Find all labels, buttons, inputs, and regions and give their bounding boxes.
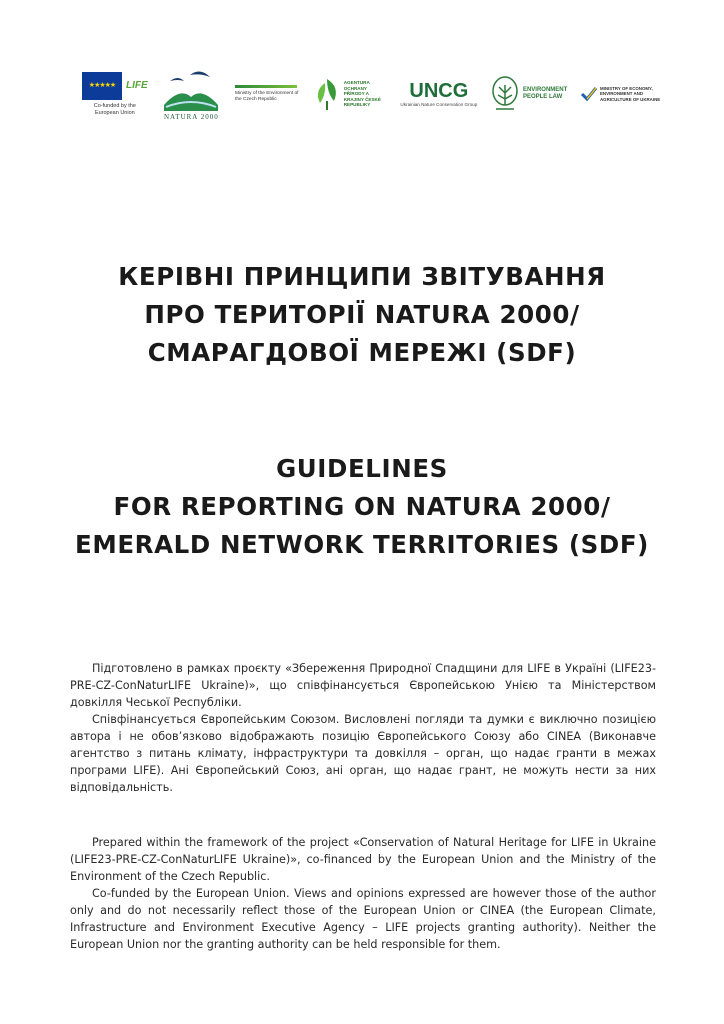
natura-logo-caption: NATURA 2000 <box>163 113 219 121</box>
uncg-wordmark: UNCG <box>409 79 469 102</box>
title-uk-line-2: ПРО ТЕРИТОРІЇ NATURA 2000/ <box>144 300 580 329</box>
aop-leaf-icon <box>312 77 342 111</box>
epl-caption <box>523 87 567 101</box>
epl-caption-line-1: ENVIRONMENT <box>522 87 568 93</box>
disclaimer-uk-paragraph-1: Підготовлено в рамках проєкту «Збереження Природної Спадщини для LIFE в Україні (LIFE23-PRE-CZ-ConNaturLIFE Ukraine)», що співфінансується Європейською Унією та Міністерством довкілля Чеської Республіки. <box>70 662 656 709</box>
title-uk-line-3: СМАРАГДОВОЇ МЕРЕЖІ (SDF) <box>147 338 577 367</box>
aop-caption: AGENTURA OCHRANY PŘÍRODY A KRAJINY ČESKÉ REPUBLIKY <box>343 80 381 108</box>
disclaimer-uk-paragraph-2: Співфінансується Європейським Союзом. Висловлені погляди та думки є виключно позицією автора і не обов’язково відображають позицію Європейського Союзу або CINEA (Виконавче агентство з питань клімату, інфраструктури та довкілля – орган, що надає гранти в межах програми LIFE). Ані Європейський Союз, ані орган, що надає грант, не можуть нести за них відповідальність. <box>70 713 656 794</box>
ministry-cz-logo <box>235 85 299 103</box>
uncg-caption: Ukrainian Nature Conservation Group <box>400 101 478 107</box>
title-en-line-1: GUIDELINES <box>276 454 448 483</box>
uncg-logo <box>400 81 477 108</box>
life-logo-text: LIFE <box>126 80 148 91</box>
title-en-line-2: FOR REPORTING ON NATURA 2000/ <box>113 492 611 521</box>
title-english <box>0 450 724 564</box>
disclaimer-english <box>70 834 656 953</box>
aop-logo <box>312 77 388 111</box>
ministry-cz-bar-icon <box>235 85 297 88</box>
eu-logo-caption: Co-funded by the European Union <box>93 102 136 116</box>
title-en-line-3: EMERALD NETWORK TERRITORIES (SDF) <box>75 530 649 559</box>
ministry-cz-caption: Ministry of the Environment of the Czech Republic <box>235 91 299 102</box>
epl-caption-line-2: PEOPLE LAW <box>522 94 563 100</box>
epl-logo <box>490 75 567 113</box>
ministry-ua-logo <box>580 85 662 103</box>
disclaimer-ukrainian <box>70 660 656 796</box>
natura-2000-logo <box>160 67 222 121</box>
ua-checkmark-icon <box>580 85 598 103</box>
ministry-ua-caption: MINISTRY OF ECONOMY, ENVIRONMENT AND AGRICULTURE OF UKRAINE <box>600 86 661 102</box>
disclaimer-en-paragraph-2: Co-funded by the European Union. Views and opinions expressed are however those of the author only and do not necessarily reflect those of the European Union or CINEA (the European Climate, Infrastructure and Environment Executive Agency – LIFE projects granting authority). Neither the European Union nor the granting authority can be held responsible for them. <box>70 887 656 951</box>
eu-flag-icon: ★★★★★ <box>82 72 122 100</box>
partner-logos <box>82 62 662 126</box>
eu-life-logo <box>82 72 148 117</box>
title-ukrainian <box>0 258 724 372</box>
natura-bird-icon <box>160 67 222 113</box>
disclaimer-en-paragraph-1: Prepared within the framework of the project «Conservation of Natural Heritage for LIFE in Ukraine (LIFE23-PRE-CZ-ConNaturLIFE Ukraine)», co-financed by the European Union and the Ministry of the Environment of the Czech Republic. <box>70 836 656 883</box>
title-uk-line-1: КЕРІВНІ ПРИНЦИПИ ЗВІТУВАННЯ <box>118 262 606 291</box>
epl-tree-icon <box>490 75 520 113</box>
